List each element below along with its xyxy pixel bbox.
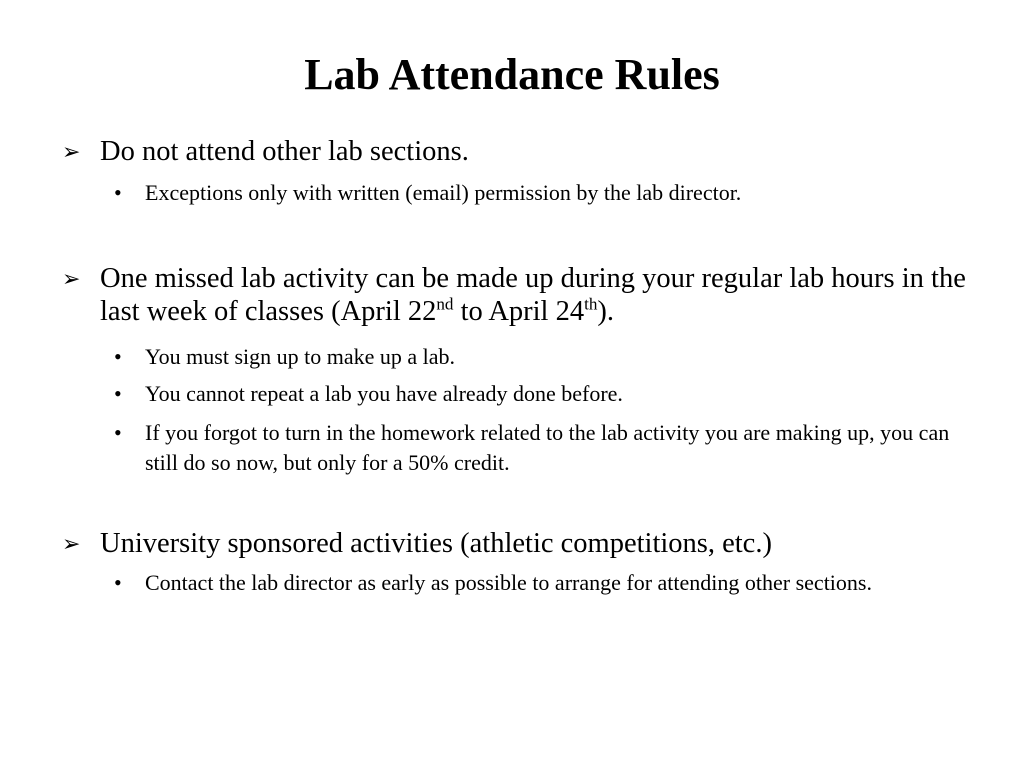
- dot-bullet-icon: •: [114, 344, 122, 369]
- bullet-text-lead: One missed lab activity can be made up during your regular lab hours in the last week of classes (April 22: [100, 263, 966, 327]
- bullet-text: [100, 262, 982, 328]
- bullet-text-mid: to April 24: [453, 296, 585, 327]
- sub-bullet-sign-up: [114, 342, 974, 372]
- sub-bullet-no-repeat: [114, 379, 974, 409]
- slide-title: Lab Attendance Rules: [304, 50, 720, 99]
- bullet-university-activities: [62, 527, 982, 560]
- arrowhead-bullet-icon: ➢: [62, 267, 81, 292]
- superscript-th: th: [584, 294, 598, 314]
- sub-bullet-text: You must sign up to make up a lab.: [145, 344, 456, 369]
- bullet-do-not-attend: [62, 135, 982, 168]
- sub-bullet-text: You cannot repeat a lab you have already done before.: [145, 381, 623, 406]
- sub-bullet-homework: [114, 418, 974, 478]
- bullet-text-tail: ).: [597, 296, 615, 327]
- bullet-missed-lab: [62, 262, 982, 328]
- sub-bullet-text: Contact the lab director as early as possible to arrange for attending other sections.: [145, 570, 872, 595]
- superscript-nd: nd: [436, 294, 454, 314]
- dot-bullet-icon: •: [114, 381, 122, 406]
- dot-bullet-icon: •: [114, 420, 122, 445]
- arrowhead-bullet-icon: ➢: [62, 532, 81, 557]
- sub-bullet-text: If you forgot to turn in the homework related to the lab activity you are making up, you can still do so now, but only for a 50% credit.: [145, 420, 950, 475]
- dot-bullet-icon: •: [114, 570, 122, 595]
- bullet-text: University sponsored activities (athletic competitions, etc.): [100, 528, 772, 559]
- sub-bullet-exceptions: [114, 178, 974, 208]
- arrowhead-bullet-icon: ➢: [62, 140, 81, 165]
- sub-bullet-contact-director: [114, 568, 974, 598]
- dot-bullet-icon: •: [114, 180, 122, 205]
- bullet-text: Do not attend other lab sections.: [100, 136, 469, 167]
- sub-bullet-text: Exceptions only with written (email) permission by the lab director.: [145, 180, 742, 205]
